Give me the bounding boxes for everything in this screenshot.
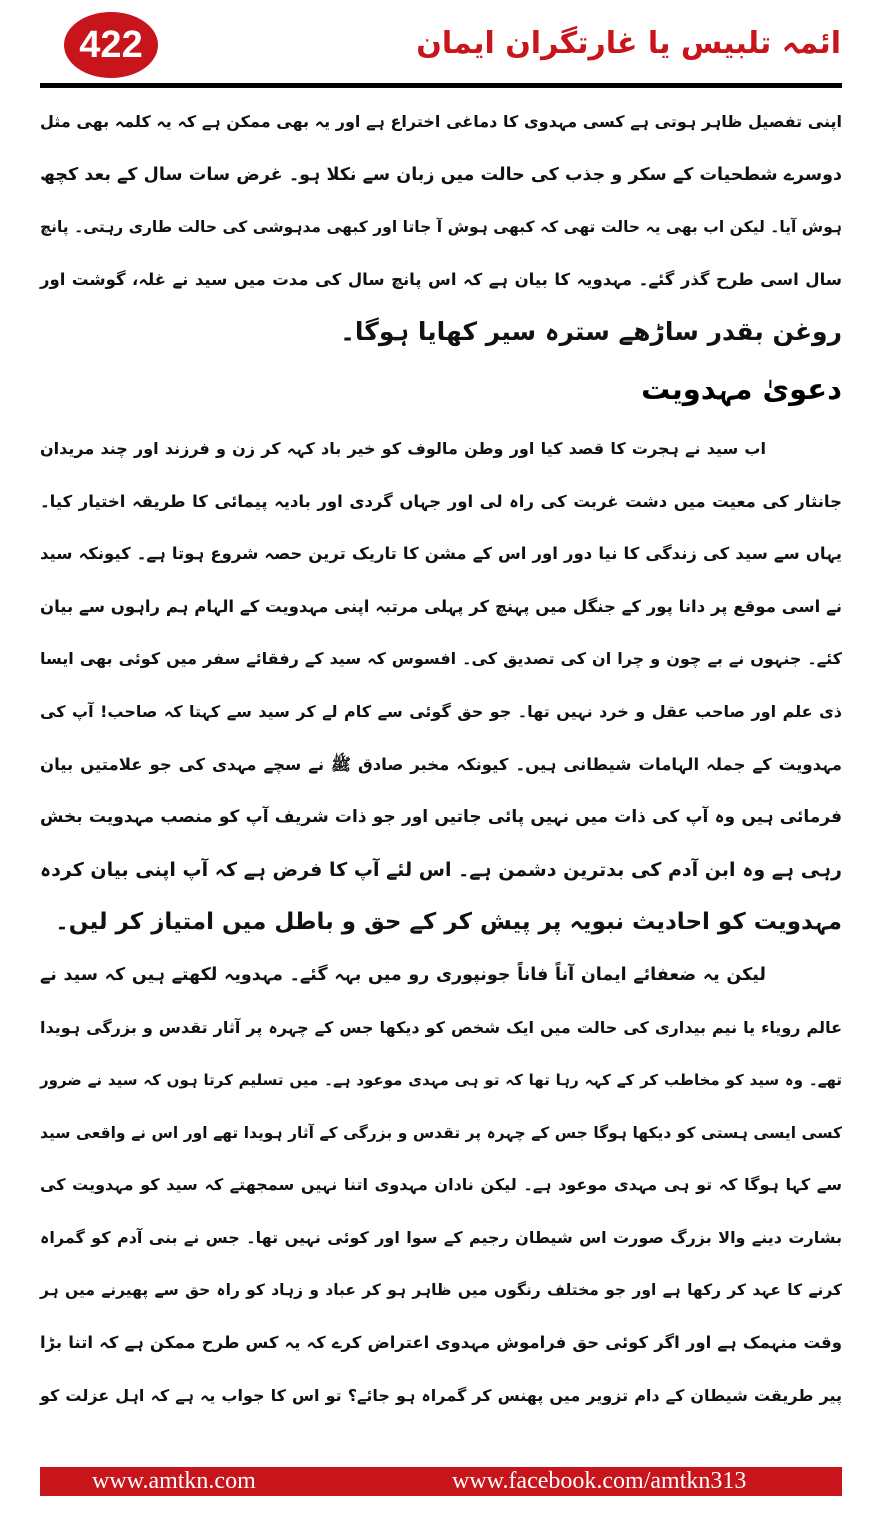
text-line: دوسرے شطحیات کے سکر و جذب کی حالت میں زبان سے نکلا ہو۔ غرض سات سال کے بعد کچھ (40, 164, 842, 185)
text-line: عالم رویاء یا نیم بیداری کی حالت میں ایک شخص کو دیکھا جس کے چہرہ پر آثار تقدس و بزرگی ہویدا (40, 1017, 842, 1037)
text-line: ذی علم اور صاحب عقل و خرد نہیں تھا۔ جو حق گوئی سے کام لے کر سید سے کہتا کہ صاحب! آپ کی (40, 701, 842, 721)
text-line: ہوش آیا۔ لیکن اب بھی یہ حالت تھی کہ کبھی ہوش آ جاتا اور کبھی مدہوشی کی حالت طاری رہتی۔ پانچ (40, 218, 842, 237)
text-line: سے کہا ہوگا کہ تو ہی مہدی موعود ہے۔ لیکن نادان مہدوی اتنا نہیں سمجھتے کہ سید کو مہدویت کی (40, 1175, 843, 1195)
text-line: تھے۔ وہ سید کو مخاطب کر کے کہہ رہا تھا کہ تو ہی مہدی موعود ہے۔ میں تسلیم کرتا ہوں کہ سید نے ضرور (40, 1071, 842, 1090)
text-line: بشارت دینے والا بزرگ صورت اس شیطان رجیم کے سوا اور کوئی نہیں تھا۔ جس نے بنی آدم کو گمراہ (40, 1227, 842, 1247)
section-heading: دعویٰ مہدویت (641, 371, 842, 406)
text-line: کسی ایسی ہستی کو دیکھا ہوگا جس کے چہرہ پر تقدس و بزرگی کے آثار ہویدا تھے اور اس نے واقعی سید (40, 1123, 842, 1142)
page-body (40, 96, 842, 1422)
text-line: رہی ہے وہ ابن آدم کی بدترین دشمن ہے۔ اس لئے آپ کا فرض ہے کہ آپ اپنی بیان کردہ (40, 858, 842, 881)
text-line: اب سید نے ہجرت کا قصد کیا اور وطن مالوف کو خیر باد کہہ کر زن و فرزند اور چند مریدان (40, 438, 766, 458)
text-line: نے اسی موقع پر دانا پور کے جنگل میں پہنچ کر پہلی مرتبہ اپنی مہدویت کے الہام ہم راہوں سے بیان (40, 596, 842, 616)
footer-bar (40, 1467, 842, 1496)
text-line: مہدویت کو احادیث نبویہ پر پیش کر کے حق و باطل میں امتیاز کر لیں۔ (55, 909, 842, 936)
text-line: جانثار کی معیت میں دشت غربت کی راہ لی اور جہاں گردی اور بادیہ پیمائی کا طریقہ اختیار کیا۔ (40, 491, 842, 511)
text-line: یہاں سے سید کی زندگی کا نیا دور اور اس کے مشن کا تاریک ترین حصہ شروع ہوتا ہے۔ کیونکہ سید (40, 544, 842, 564)
text-line: کئے۔ جنہوں نے بے چون و چرا ان کی تصدیق کی۔ افسوس کہ سید کے رفقائے سفر میں کوئی بھی ایسا (40, 649, 842, 669)
text-line: روغن بقدر ساڑھے سترہ سیر کھایا ہوگا۔ (340, 317, 842, 347)
page-number-badge: 422 (64, 12, 158, 78)
book-title: ائمہ تلبیس یا غارتگران ایمان (416, 26, 841, 61)
text-line: کرنے کا عہد کر رکھا ہے اور جو مختلف رنگوں میں ظاہر ہو کر عباد و زہاد کو راہ حق سے پھیرنے میں ہر (40, 1281, 842, 1300)
facebook-link[interactable]: www.facebook.com/amtkn313 (452, 1468, 747, 1494)
text-line: مہدویت کے جملہ الہامات شیطانی ہیں۔ کیونکہ مخبر صادق ﷺ نے سچے مہدی کی جو علامتیں بیان (40, 754, 842, 774)
website-link[interactable]: www.amtkn.com (92, 1468, 256, 1494)
text-line: پیر طریقت شیطان کے دام تزویر میں پھنس کر گمراہ ہو جائے؟ تو اس کا جواب یہ ہے کہ اہل عزلت کو (40, 1385, 842, 1405)
header-divider (40, 83, 842, 88)
text-line: اپنی تفصیل ظاہر ہوتی ہے کسی مہدوی کا دماغی اختراع ہے اور یہ بھی ممکن ہے کہ یہ کلمہ بھی مثل (40, 112, 842, 131)
text-line: وقت منہمک ہے اور اگر کوئی حق فراموش مہدوی اعتراض کرے کہ یہ کس طرح ممکن ہے کہ اتنا بڑا (40, 1333, 842, 1353)
text-line: سال اسی طرح گذر گئے۔ مہدویہ کا بیان ہے کہ اس پانچ سال کی مدت میں سید نے غلہ، گوشت اور (40, 269, 842, 289)
text-line: فرمائی ہیں وہ آپ کی ذات میں نہیں پائی جاتیں اور جو ذات شریف آپ کو منصب مہدویت بخش (40, 807, 842, 828)
text-line: لیکن یہ ضعفائے ایمان آناً فاناً جونپوری رو میں بہہ گئے۔ مہدویہ لکھتے ہیں کہ سید نے (40, 964, 766, 985)
